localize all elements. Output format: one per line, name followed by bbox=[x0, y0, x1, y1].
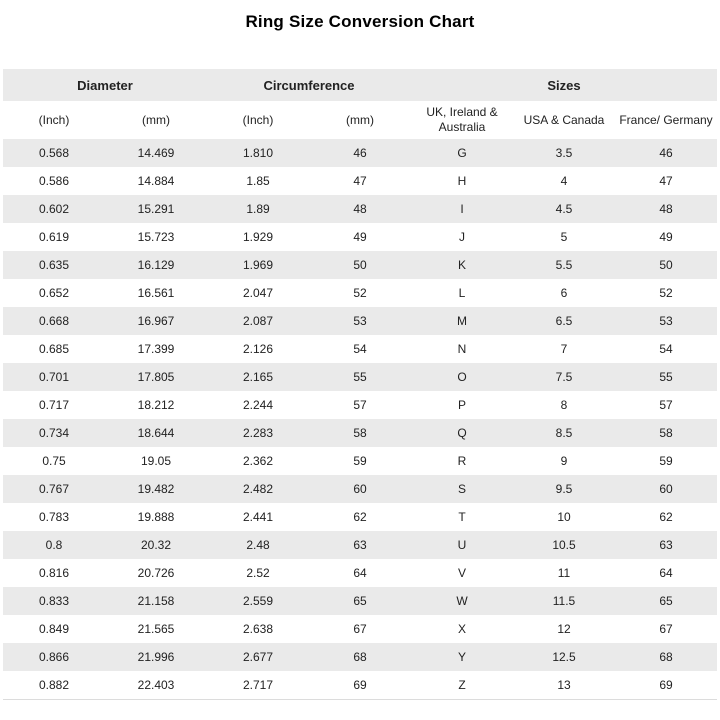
table-cell: 52 bbox=[659, 286, 673, 300]
table-row bbox=[3, 139, 717, 167]
table-cell: 2.165 bbox=[242, 370, 274, 384]
table-cell: 18.212 bbox=[137, 398, 175, 412]
table-cell: 58 bbox=[659, 426, 673, 440]
table-cell: 0.882 bbox=[38, 678, 70, 692]
table-cell: 0.619 bbox=[38, 230, 70, 244]
table-cell: 0.783 bbox=[38, 510, 70, 524]
column-header-diameter-inch: (Inch) bbox=[3, 101, 105, 139]
table-cell: 53 bbox=[353, 314, 367, 328]
table-cell: 2.087 bbox=[242, 314, 274, 328]
table-cell: 8.5 bbox=[555, 426, 573, 440]
table-cell: 2.559 bbox=[242, 594, 274, 608]
table-cell: 5.5 bbox=[555, 258, 573, 272]
table-cell: L bbox=[458, 286, 466, 300]
table-cell: 3.5 bbox=[555, 146, 573, 160]
table-cell: 4 bbox=[560, 174, 568, 188]
table-cell: 14.884 bbox=[137, 174, 175, 188]
group-header-sizes: Sizes bbox=[411, 69, 717, 101]
table-body bbox=[3, 139, 717, 700]
table-cell: 21.996 bbox=[137, 650, 175, 664]
table-cell: 4.5 bbox=[555, 202, 573, 216]
table-cell: 15.723 bbox=[137, 230, 175, 244]
table-cell: 55 bbox=[659, 370, 673, 384]
ring-size-conversion-table bbox=[3, 69, 717, 700]
table-cell: 21.158 bbox=[137, 594, 175, 608]
table-cell: 64 bbox=[659, 566, 673, 580]
table-cell: 46 bbox=[659, 146, 673, 160]
table-cell: 0.652 bbox=[38, 286, 70, 300]
table-cell: 0.568 bbox=[38, 146, 70, 160]
table-cell: 69 bbox=[353, 678, 367, 692]
table-cell: Z bbox=[458, 678, 466, 692]
table-cell: 2.362 bbox=[242, 454, 274, 468]
table-cell: 19.888 bbox=[137, 510, 175, 524]
table-cell: Y bbox=[457, 650, 466, 664]
table-row bbox=[3, 671, 717, 700]
table-cell: 47 bbox=[353, 174, 367, 188]
table-cell: 0.833 bbox=[38, 594, 70, 608]
table-cell: 59 bbox=[353, 454, 367, 468]
table-cell: 54 bbox=[353, 342, 367, 356]
table-cell: 59 bbox=[659, 454, 673, 468]
table-row bbox=[3, 195, 717, 223]
table-cell: 63 bbox=[353, 538, 367, 552]
table-cell: 2.441 bbox=[242, 510, 274, 524]
table-cell: H bbox=[457, 174, 467, 188]
table-cell: J bbox=[459, 230, 465, 244]
table-row bbox=[3, 559, 717, 587]
table-cell: 7.5 bbox=[555, 370, 573, 384]
column-header-circumference-mm: (mm) bbox=[309, 101, 411, 139]
table-cell: 57 bbox=[353, 398, 367, 412]
table-cell: 46 bbox=[353, 146, 367, 160]
table-row bbox=[3, 279, 717, 307]
table-cell: 0.816 bbox=[38, 566, 70, 580]
column-header-france-germany: France/ Germany bbox=[615, 101, 717, 139]
table-cell: 16.561 bbox=[137, 286, 175, 300]
table-cell: 1.810 bbox=[242, 146, 274, 160]
column-header-usa-canada: USA & Canada bbox=[513, 101, 615, 139]
table-cell: 0.635 bbox=[38, 258, 70, 272]
table-cell: 9.5 bbox=[555, 482, 573, 496]
table-cell: 12 bbox=[557, 622, 571, 636]
table-cell: I bbox=[460, 202, 464, 216]
table-cell: 50 bbox=[659, 258, 673, 272]
table-cell: 0.685 bbox=[38, 342, 70, 356]
table-cell: 62 bbox=[659, 510, 673, 524]
table-cell: 2.126 bbox=[242, 342, 274, 356]
table-cell: 2.677 bbox=[242, 650, 274, 664]
table-cell: 50 bbox=[353, 258, 367, 272]
table-cell: 63 bbox=[659, 538, 673, 552]
table-cell: 13 bbox=[557, 678, 571, 692]
table-cell: 12.5 bbox=[552, 650, 576, 664]
table-cell: 49 bbox=[353, 230, 367, 244]
table-cell: 2.244 bbox=[242, 398, 274, 412]
table-cell: T bbox=[458, 510, 466, 524]
group-header-circumference: Circumference bbox=[207, 69, 411, 101]
table-cell: 20.32 bbox=[140, 538, 172, 552]
table-cell: 2.047 bbox=[242, 286, 274, 300]
table-row bbox=[3, 335, 717, 363]
table-row bbox=[3, 391, 717, 419]
table-cell: 2.48 bbox=[246, 538, 270, 552]
table-cell: 17.399 bbox=[137, 342, 175, 356]
table-cell: 68 bbox=[353, 650, 367, 664]
column-header-uk-ireland-australia: UK, Ireland & Australia bbox=[411, 101, 513, 139]
table-cell: 0.734 bbox=[38, 426, 70, 440]
table-cell: 2.283 bbox=[242, 426, 274, 440]
table-row bbox=[3, 503, 717, 531]
table-cell: 0.767 bbox=[38, 482, 70, 496]
table-cell: O bbox=[457, 370, 467, 384]
table-cell: 67 bbox=[659, 622, 673, 636]
table-cell: 60 bbox=[659, 482, 673, 496]
table-cell: 8 bbox=[560, 398, 568, 412]
table-cell: 0.586 bbox=[38, 174, 70, 188]
table-row bbox=[3, 587, 717, 615]
table-cell: 68 bbox=[659, 650, 673, 664]
table-cell: 6 bbox=[560, 286, 568, 300]
table-cell: 0.668 bbox=[38, 314, 70, 328]
table-cell: 60 bbox=[353, 482, 367, 496]
table-cell: Q bbox=[457, 426, 467, 440]
table-cell: 18.644 bbox=[137, 426, 175, 440]
table-cell: R bbox=[457, 454, 467, 468]
table-cell: 2.717 bbox=[242, 678, 274, 692]
table-cell: 10.5 bbox=[552, 538, 576, 552]
table-row bbox=[3, 447, 717, 475]
table-cell: 22.403 bbox=[137, 678, 175, 692]
page-title: Ring Size Conversion Chart bbox=[245, 12, 475, 31]
table-row bbox=[3, 475, 717, 503]
table-cell: W bbox=[456, 594, 468, 608]
table-cell: U bbox=[457, 538, 467, 552]
table-cell: 6.5 bbox=[555, 314, 573, 328]
table-cell: 9 bbox=[560, 454, 568, 468]
column-header-circumference-inch: (Inch) bbox=[207, 101, 309, 139]
table-cell: 65 bbox=[659, 594, 673, 608]
table-cell: 54 bbox=[659, 342, 673, 356]
table-cell: 0.866 bbox=[38, 650, 70, 664]
table-cell: 0.701 bbox=[38, 370, 70, 384]
table-cell: 11 bbox=[557, 566, 571, 580]
table-row bbox=[3, 251, 717, 279]
table-cell: 17.805 bbox=[137, 370, 175, 384]
table-cell: 21.565 bbox=[137, 622, 175, 636]
table-cell: 14.469 bbox=[137, 146, 175, 160]
table-cell: P bbox=[457, 398, 466, 412]
table-cell: 69 bbox=[659, 678, 673, 692]
table-cell: 48 bbox=[353, 202, 367, 216]
table-cell: K bbox=[457, 258, 466, 272]
column-header-row bbox=[3, 101, 717, 139]
table-cell: 16.967 bbox=[137, 314, 175, 328]
table-row bbox=[3, 363, 717, 391]
table-cell: S bbox=[457, 482, 466, 496]
table-cell: 2.638 bbox=[242, 622, 274, 636]
table-cell: 62 bbox=[353, 510, 367, 524]
table-header bbox=[3, 69, 717, 139]
table-cell: 1.89 bbox=[246, 202, 270, 216]
table-cell: X bbox=[457, 622, 466, 636]
table-cell: 65 bbox=[353, 594, 367, 608]
table-cell: 67 bbox=[353, 622, 367, 636]
table-cell: 52 bbox=[353, 286, 367, 300]
group-header-diameter: Diameter bbox=[3, 69, 207, 101]
table-cell: 64 bbox=[353, 566, 367, 580]
table-cell: 47 bbox=[659, 174, 673, 188]
table-cell: 1.929 bbox=[242, 230, 274, 244]
table-cell: 5 bbox=[560, 230, 568, 244]
table-row bbox=[3, 531, 717, 559]
table-cell: 58 bbox=[353, 426, 367, 440]
table-cell: 2.482 bbox=[242, 482, 274, 496]
table-cell: 0.8 bbox=[45, 538, 63, 552]
table-cell: 0.717 bbox=[38, 398, 70, 412]
table-cell: 19.05 bbox=[140, 454, 172, 468]
table-cell: 0.602 bbox=[38, 202, 70, 216]
table-cell: 48 bbox=[659, 202, 673, 216]
table-cell: 1.969 bbox=[242, 258, 274, 272]
table-row bbox=[3, 615, 717, 643]
column-header-diameter-mm: (mm) bbox=[105, 101, 207, 139]
table-row bbox=[3, 643, 717, 671]
table-row bbox=[3, 223, 717, 251]
table-cell: 53 bbox=[659, 314, 673, 328]
table-cell: 57 bbox=[659, 398, 673, 412]
table-cell: 11.5 bbox=[552, 594, 576, 608]
table-cell: 20.726 bbox=[137, 566, 175, 580]
table-cell: 7 bbox=[560, 342, 568, 356]
group-header-row bbox=[3, 69, 717, 101]
table-cell: 0.849 bbox=[38, 622, 70, 636]
table-cell: 2.52 bbox=[246, 566, 270, 580]
table-row bbox=[3, 167, 717, 195]
table-cell: 15.291 bbox=[137, 202, 175, 216]
table-cell: N bbox=[457, 342, 467, 356]
table-cell: G bbox=[457, 146, 467, 160]
table-cell: 19.482 bbox=[137, 482, 175, 496]
table-cell: 16.129 bbox=[137, 258, 175, 272]
table-cell: 49 bbox=[659, 230, 673, 244]
table-cell: 10 bbox=[557, 510, 571, 524]
table-cell: 1.85 bbox=[246, 174, 270, 188]
table-cell: V bbox=[457, 566, 466, 580]
table-cell: 0.75 bbox=[42, 454, 66, 468]
table-row bbox=[3, 307, 717, 335]
table-row bbox=[3, 419, 717, 447]
table-cell: M bbox=[457, 314, 467, 328]
table-cell: 55 bbox=[353, 370, 367, 384]
